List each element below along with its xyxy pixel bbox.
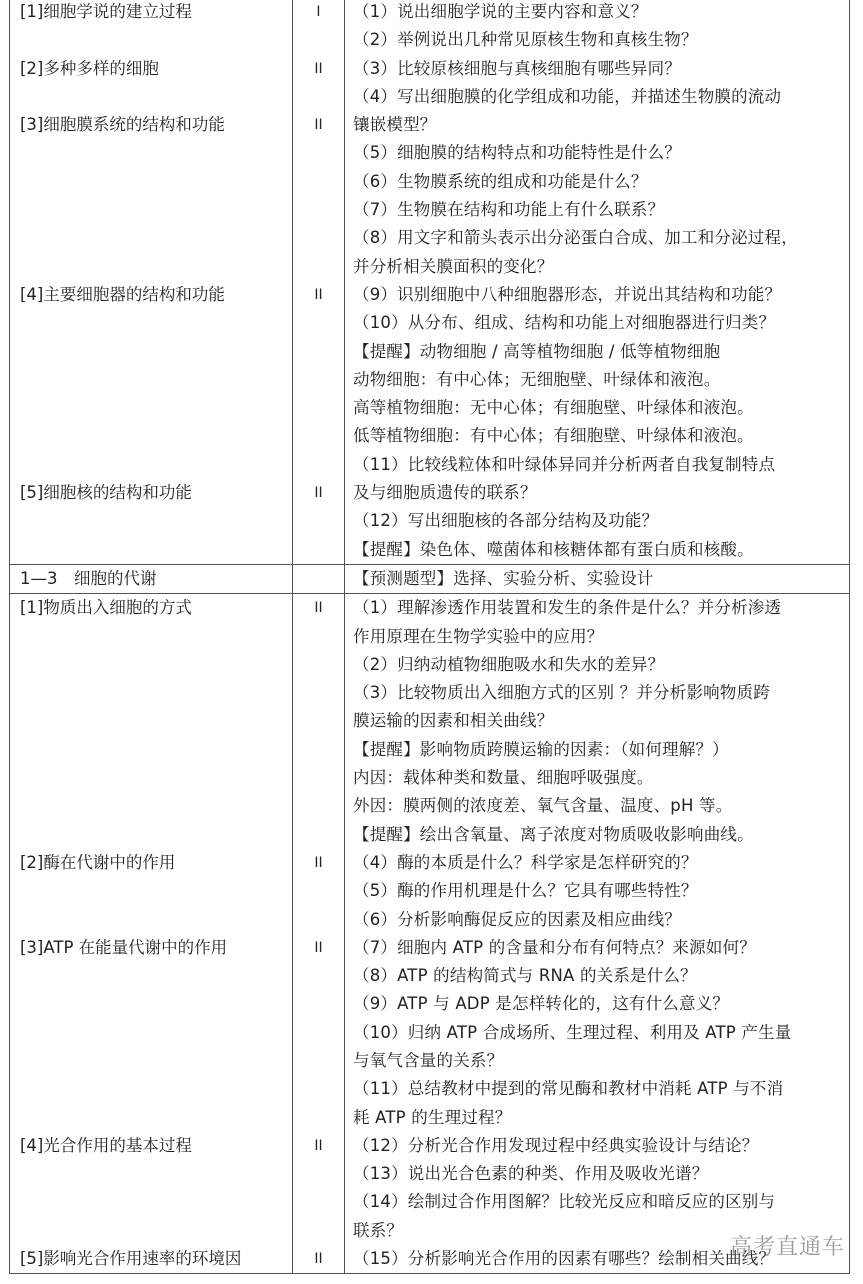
table-row xyxy=(10,55,849,83)
content-cell: （7）细胞内 ATP 的含量和分布有何特点？来源如何？ xyxy=(353,937,756,957)
level-cell: II xyxy=(293,111,345,139)
topic-cell xyxy=(10,196,293,224)
content-cell: （13）说出光合色素的种类、作用及吸收光谱？ xyxy=(353,1164,709,1184)
level-cell xyxy=(293,906,345,934)
content-cell: （3）比较物质出入细胞方式的区别 ？并分析影响物质跨 xyxy=(353,683,770,703)
table-section xyxy=(10,594,849,1273)
syllabus-table xyxy=(9,0,850,1274)
content-cell: （4）写出细胞膜的化学组成和功能，并描述生物膜的流动 xyxy=(353,86,782,106)
table-row xyxy=(10,565,849,593)
topic-cell: [5]细胞核的结构和功能 xyxy=(10,479,293,507)
content-cell: 镶嵌模型？ xyxy=(353,115,437,135)
level-cell xyxy=(293,736,345,764)
topic-cell xyxy=(10,990,293,1018)
content-cell: 联系？ xyxy=(353,1220,404,1240)
level-cell xyxy=(293,707,345,735)
level-cell xyxy=(293,565,345,593)
table-row xyxy=(10,679,849,707)
content-cell: （8）用文字和箭头表示出分泌蛋白合成、加工和分泌过程， xyxy=(353,228,798,248)
content-cell: （3）比较原核细胞与真核细胞有哪些异同？ xyxy=(353,58,681,78)
topic-cell xyxy=(10,1047,293,1075)
content-cell: 高等植物细胞：无中心体；有细胞壁、叶绿体和液泡。 xyxy=(353,398,754,418)
table-row xyxy=(10,196,849,224)
topic-cell xyxy=(10,253,293,281)
topic-cell xyxy=(10,1160,293,1188)
table-row xyxy=(10,877,849,905)
content-cell: （12）分析光合作用发现过程中经典实验设计与结论？ xyxy=(353,1135,759,1155)
level-cell xyxy=(293,224,345,252)
table-row xyxy=(10,366,849,394)
table-row xyxy=(10,990,849,1018)
table-row xyxy=(10,1188,849,1216)
table-row xyxy=(10,26,849,54)
topic-cell xyxy=(10,1104,293,1132)
table-row xyxy=(10,736,849,764)
level-cell xyxy=(293,821,345,849)
level-cell xyxy=(293,623,345,651)
topic-cell: [2]酶在代谢中的作用 xyxy=(10,849,293,877)
table-row xyxy=(10,309,849,337)
level-cell xyxy=(293,139,345,167)
content-cell: （12）写出细胞核的各部分结构及功能？ xyxy=(353,511,659,531)
level-cell xyxy=(293,990,345,1018)
table-row xyxy=(10,1217,849,1245)
table-row xyxy=(10,792,849,820)
topic-cell xyxy=(10,792,293,820)
level-cell xyxy=(293,679,345,707)
topic-cell: [3]ATP 在能量代谢中的作用 xyxy=(10,934,293,962)
topic-cell xyxy=(10,309,293,337)
level-cell xyxy=(293,792,345,820)
topic-cell: [4]光合作用的基本过程 xyxy=(10,1132,293,1160)
table-row xyxy=(10,338,849,366)
level-cell xyxy=(293,26,345,54)
topic-cell xyxy=(10,1075,293,1103)
content-cell: （9）ATP 与 ADP 是怎样转化的，这有什么意义？ xyxy=(353,994,730,1014)
level-cell xyxy=(293,764,345,792)
content-cell: （7）生物膜在结构和功能上有什么联系？ xyxy=(353,200,665,220)
topic-cell xyxy=(10,451,293,479)
content-cell: 【提醒】染色体、噬菌体和核糖体都有蛋白质和核酸。 xyxy=(353,539,754,559)
table-section xyxy=(10,565,849,594)
topic-cell xyxy=(10,736,293,764)
topic-cell xyxy=(10,1019,293,1047)
table-row xyxy=(10,111,849,139)
table-row xyxy=(10,168,849,196)
content-cell: 内因：载体种类和数量、细胞呼吸强度。 xyxy=(353,768,654,788)
topic-cell xyxy=(10,623,293,651)
topic-cell xyxy=(10,1217,293,1245)
content-cell: （10）从分布、组成、结构和功能上对细胞器进行归类？ xyxy=(353,313,776,333)
content-cell: 【提醒】动物细胞 / 高等植物细胞 / 低等植物细胞 xyxy=(353,341,721,361)
content-cell: 【提醒】影响物质跨膜运输的因素：（如何理解？） xyxy=(353,739,729,759)
content-cell: （11）总结教材中提到的常见酶和教材中消耗 ATP 与不消 xyxy=(353,1079,784,1099)
topic-cell xyxy=(10,679,293,707)
table-row xyxy=(10,651,849,679)
level-cell xyxy=(293,83,345,111)
content-cell: 【提醒】绘出含氧量、离子浓度对物质吸收影响曲线。 xyxy=(353,824,754,844)
table-row xyxy=(10,1245,849,1273)
level-cell xyxy=(293,536,345,564)
topic-cell xyxy=(10,26,293,54)
topic-cell xyxy=(10,224,293,252)
level-cell xyxy=(293,1217,345,1245)
topic-cell: [3]细胞膜系统的结构和功能 xyxy=(10,111,293,139)
level-cell xyxy=(293,877,345,905)
level-cell: II xyxy=(293,55,345,83)
topic-cell: [2]多种多样的细胞 xyxy=(10,55,293,83)
table-row xyxy=(10,281,849,309)
content-cell: 动物细胞：有中心体；无细胞壁、叶绿体和液泡。 xyxy=(353,369,721,389)
content-cell: （1）理解渗透作用装置和发生的条件是什么？并分析渗透 xyxy=(353,598,782,618)
level-cell xyxy=(293,1160,345,1188)
level-cell: II xyxy=(293,934,345,962)
content-cell: 及与细胞质遗传的联系？ xyxy=(353,483,537,503)
level-cell xyxy=(293,253,345,281)
topic-cell xyxy=(10,764,293,792)
content-cell: 低等植物细胞：有中心体；有细胞壁、叶绿体和液泡。 xyxy=(353,426,754,446)
content-cell: 并分析相关膜面积的变化？ xyxy=(353,256,554,276)
table-row xyxy=(10,1160,849,1188)
content-cell: 【预测题型】选择、实验分析、实验设计 xyxy=(353,568,654,588)
content-cell: （2）归纳动植物细胞吸水和失水的差异？ xyxy=(353,654,665,674)
topic-cell: [1]细胞学说的建立过程 xyxy=(10,0,293,26)
table-row xyxy=(10,422,849,450)
content-cell: （9）识别细胞中八种细胞器形态，并说出其结构和功能？ xyxy=(353,284,782,304)
content-cell: （6）生物膜系统的组成和功能是什么？ xyxy=(353,171,648,191)
level-cell: II xyxy=(293,1132,345,1160)
level-cell xyxy=(293,1075,345,1103)
level-cell: II xyxy=(293,594,345,622)
topic-cell xyxy=(10,821,293,849)
content-cell: 外因：膜两侧的浓度差、氧气含量、温度、pH 等。 xyxy=(353,796,733,816)
table-section xyxy=(10,0,849,565)
content-cell: （5）酶的作用机理是什么？它具有哪些特性？ xyxy=(353,881,698,901)
table-row xyxy=(10,764,849,792)
topic-cell xyxy=(10,877,293,905)
content-cell: （14）绘制过合作用图解？比较光反应和暗反应的区别与 xyxy=(353,1192,776,1212)
topic-cell: [5]影响光合作用速率的环境因 xyxy=(10,1245,293,1273)
topic-cell xyxy=(10,1188,293,1216)
table-row xyxy=(10,224,849,252)
level-cell xyxy=(293,962,345,990)
topic-cell xyxy=(10,507,293,535)
topic-cell xyxy=(10,906,293,934)
level-cell xyxy=(293,309,345,337)
table-row xyxy=(10,394,849,422)
topic-cell xyxy=(10,707,293,735)
content-cell: （6）分析影响酶促反应的因素及相应曲线？ xyxy=(353,909,681,929)
content-cell: 膜运输的因素和相关曲线？ xyxy=(353,711,554,731)
level-cell xyxy=(293,1047,345,1075)
level-cell xyxy=(293,1104,345,1132)
level-cell: II xyxy=(293,281,345,309)
table-row xyxy=(10,479,849,507)
level-cell: II xyxy=(293,849,345,877)
table-row xyxy=(10,507,849,535)
table-row xyxy=(10,451,849,479)
content-cell: 与氧气含量的关系？ xyxy=(353,1050,504,1070)
table-row xyxy=(10,1075,849,1103)
level-cell: I xyxy=(293,0,345,26)
topic-cell xyxy=(10,962,293,990)
table-row xyxy=(10,934,849,962)
content-cell: （15）分析影响光合作用的因素有哪些？绘制相关曲线？ xyxy=(353,1249,776,1269)
topic-cell: [1]物质出入细胞的方式 xyxy=(10,594,293,622)
topic-cell xyxy=(10,394,293,422)
topic-cell xyxy=(10,338,293,366)
table-row xyxy=(10,906,849,934)
level-cell xyxy=(293,168,345,196)
topic-cell: [4]主要细胞器的结构和功能 xyxy=(10,281,293,309)
table-row xyxy=(10,623,849,651)
content-cell: 耗 ATP 的生理过程？ xyxy=(353,1107,512,1127)
table-row xyxy=(10,1019,849,1047)
level-cell xyxy=(293,451,345,479)
level-cell xyxy=(293,338,345,366)
topic-cell xyxy=(10,139,293,167)
table-row xyxy=(10,707,849,735)
content-cell: （2）举例说出几种常见原核生物和真核生物？ xyxy=(353,30,698,50)
content-cell: 作用原理在生物学实验中的应用？ xyxy=(353,626,604,646)
level-cell xyxy=(293,366,345,394)
level-cell xyxy=(293,651,345,679)
table-row xyxy=(10,1047,849,1075)
content-cell: （11）比较线粒体和叶绿体异同并分析两者自我复制特点 xyxy=(353,454,776,474)
table-row xyxy=(10,83,849,111)
content-cell: （1）说出细胞学说的主要内容和意义？ xyxy=(353,2,648,21)
table-row xyxy=(10,594,849,622)
table-row xyxy=(10,962,849,990)
content-cell: （10）归纳 ATP 合成场所、生理过程、利用及 ATP 产生量 xyxy=(353,1022,792,1042)
table-row xyxy=(10,139,849,167)
table-row xyxy=(10,821,849,849)
topic-cell: 1—3 细胞的代谢 xyxy=(10,565,293,593)
level-cell xyxy=(293,1188,345,1216)
table-row xyxy=(10,253,849,281)
content-cell: （4）酶的本质是什么？科学家是怎样研究的？ xyxy=(353,852,698,872)
topic-cell xyxy=(10,168,293,196)
table-row xyxy=(10,0,849,26)
content-cell: （8）ATP 的结构简式与 RNA 的关系是什么？ xyxy=(353,966,697,986)
table-row xyxy=(10,1104,849,1132)
table-row xyxy=(10,536,849,564)
topic-cell xyxy=(10,366,293,394)
level-cell: II xyxy=(293,479,345,507)
topic-cell xyxy=(10,536,293,564)
level-cell xyxy=(293,507,345,535)
level-cell xyxy=(293,394,345,422)
topic-cell xyxy=(10,422,293,450)
level-cell xyxy=(293,196,345,224)
topic-cell xyxy=(10,651,293,679)
watermark: 高考直通车 xyxy=(730,1235,846,1260)
content-cell: （5）细胞膜的结构特点和功能特性是什么？ xyxy=(353,143,681,163)
table-row xyxy=(10,1132,849,1160)
level-cell xyxy=(293,422,345,450)
level-cell xyxy=(293,1019,345,1047)
topic-cell xyxy=(10,83,293,111)
level-cell: II xyxy=(293,1245,345,1273)
table-row xyxy=(10,849,849,877)
